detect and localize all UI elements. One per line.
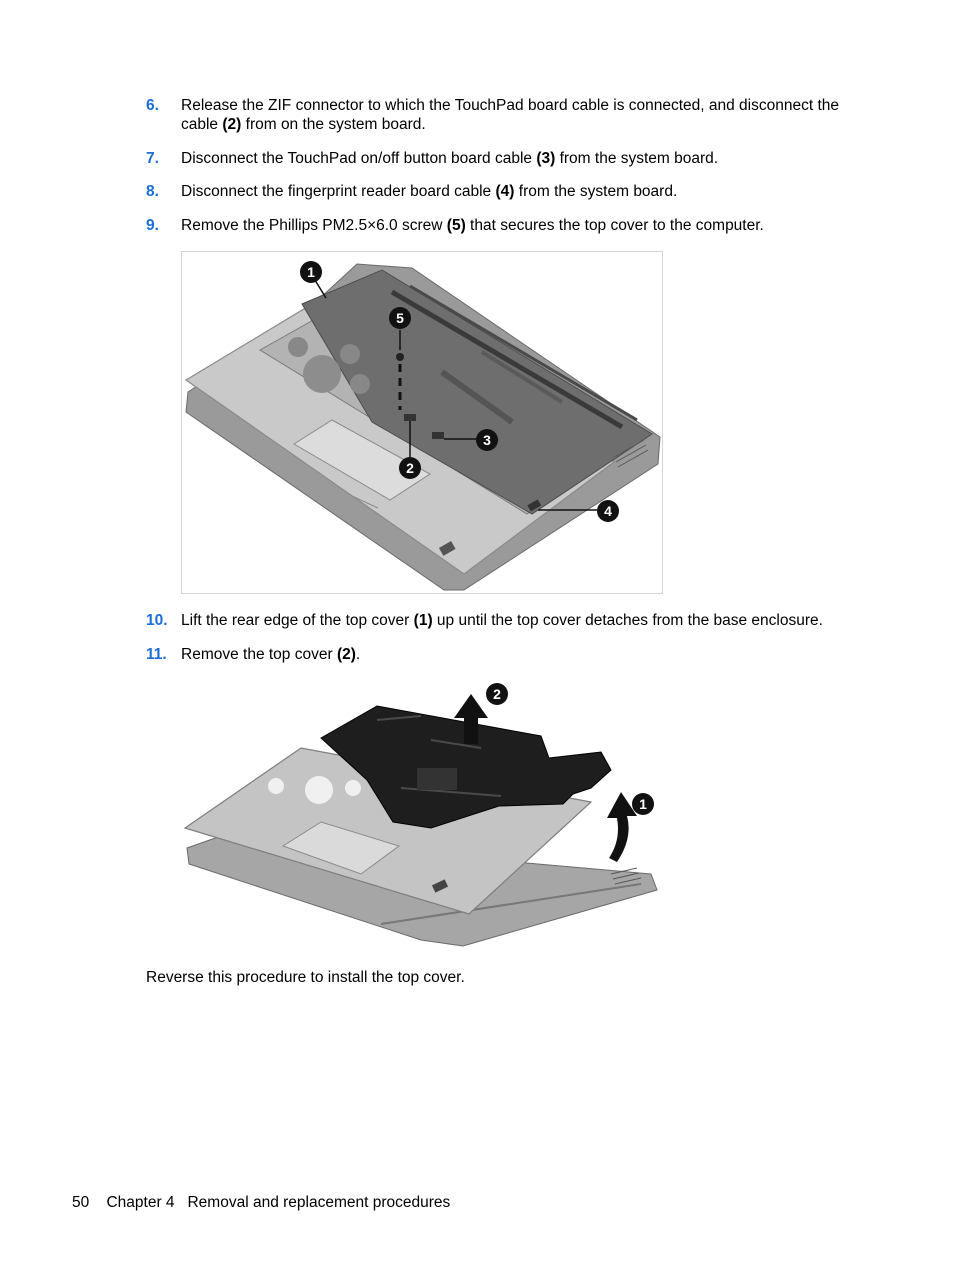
callout-5: 5	[396, 310, 404, 326]
step-number: 8.	[146, 183, 159, 200]
step-text: Release the ZIF connector to which the TouchPad board cable is connected, and disconnect the cable (2) from on the system board.	[181, 97, 840, 133]
step-number: 6.	[146, 97, 159, 114]
screw-icon	[396, 353, 404, 361]
step-number: 9.	[146, 217, 159, 234]
step-7	[146, 149, 876, 168]
step-number: 11.	[146, 646, 167, 663]
callout-1: 1	[639, 796, 647, 812]
callout-3: 3	[483, 432, 491, 448]
step-text: Remove the Phillips PM2.5×6.0 screw (5) that secures the top cover to the computer.	[181, 217, 764, 234]
step-6	[146, 96, 876, 134]
page-footer	[72, 1193, 450, 1212]
closing-paragraph: Reverse this procedure to install the top cover.	[146, 969, 465, 986]
step-10	[146, 611, 876, 630]
step-8	[146, 182, 876, 201]
step-text: Remove the top cover (2).	[181, 646, 361, 663]
step-text: Disconnect the fingerprint reader board cable (4) from the system board.	[181, 183, 678, 200]
step-text: Lift the rear edge of the top cover (1) up until the top cover detaches from the base enclosure.	[181, 612, 823, 629]
chapter-label: Chapter 4	[106, 1194, 175, 1211]
callout-2: 2	[406, 460, 414, 476]
callout-1: 1	[307, 264, 315, 280]
callout-2: 2	[493, 686, 501, 702]
page-number: 50	[72, 1194, 90, 1211]
step-text: Disconnect the TouchPad on/off button board cable (3) from the system board.	[181, 150, 719, 167]
step-number: 7.	[146, 150, 159, 167]
step-number: 10.	[146, 612, 168, 629]
step-9	[146, 216, 876, 235]
chapter-title: Removal and replacement procedures	[187, 1194, 451, 1211]
figure-top-cover-removal	[181, 678, 661, 950]
figure-top-cover-cables	[181, 251, 663, 594]
step-11	[146, 645, 876, 664]
callout-4: 4	[604, 503, 612, 519]
